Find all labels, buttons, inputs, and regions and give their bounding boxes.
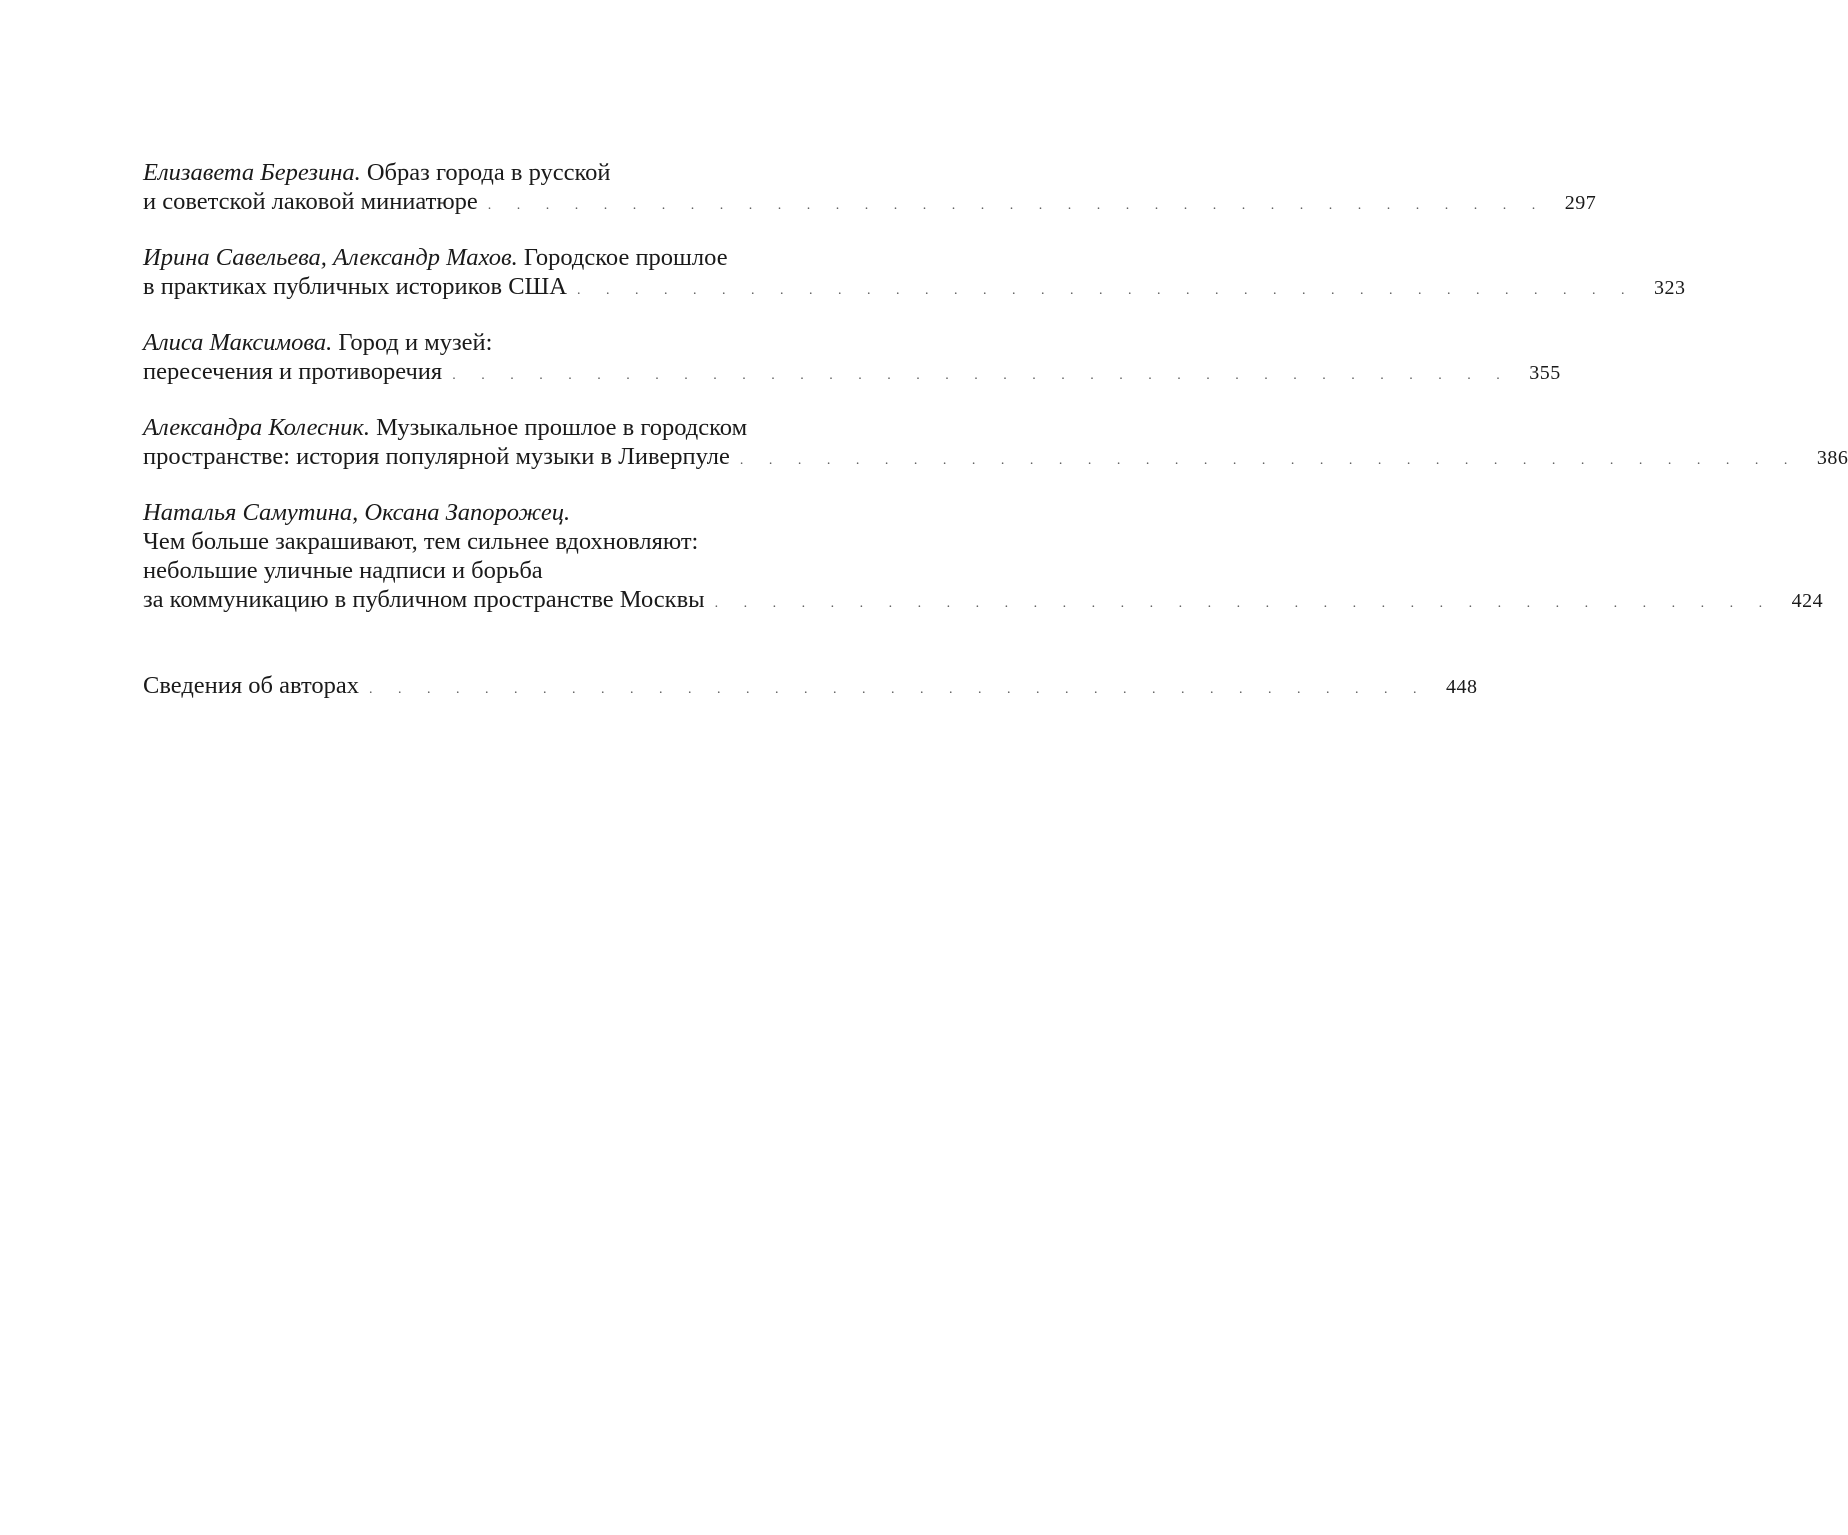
toc-entry-last-line [143, 442, 1848, 475]
table-of-contents [143, 158, 1848, 727]
toc-entry-page-number: 297 [1564, 192, 1597, 214]
toc-entry-title: Образ города в русской [360, 159, 611, 186]
toc-entry-first-line [143, 328, 900, 357]
toc-entry-page-number: 386 [1816, 447, 1848, 469]
toc-entry-page-number: 448 [1445, 676, 1478, 698]
toc-entry [143, 243, 1686, 305]
toc-entry-title: Город и музей: [332, 329, 493, 356]
dot-leader: . . . . . . . . . . . . . . . . . . . . . . . . . . . . . . . . . . . . . [487, 198, 1547, 213]
toc-entry-first-line [143, 413, 900, 442]
dot-leader: . . . . . . . . . . . . . . . . . . . . . . . . . . . . . . . . . . . . . [739, 453, 1799, 468]
toc-entry-title: Музыкальное прошлое в городском [370, 414, 748, 441]
toc-entry-last-line [143, 272, 1686, 305]
toc-entry-author: Елизавета Березина. [143, 159, 361, 186]
toc-entry-author: Александра Колесник. [143, 414, 371, 441]
toc-entry-author: Алиса Максимова. [143, 329, 333, 356]
toc-entry-title: Чем больше закрашивают, тем сильнее вдохновляют: [143, 528, 699, 555]
toc-entry-authors-info [143, 671, 1478, 704]
toc-entry-title: небольшие уличные надписи и борьба [143, 557, 543, 584]
toc-entry [143, 498, 1824, 618]
toc-entry-page-number: 355 [1529, 362, 1561, 384]
toc-entry-title: Городское прошлое [517, 244, 728, 271]
toc-entry-last-line [143, 671, 1478, 704]
toc-entry-last-line [143, 357, 1561, 390]
dot-leader: . . . . . . . . . . . . . . . . . . . . . . . . . . . . . . . . . . . . . [576, 283, 1636, 298]
dot-leader: . . . . . . . . . . . . . . . . . . . . . . . . . . . . . . . . . . . . . [368, 682, 1428, 697]
toc-entry-author: Наталья Самутина, Оксана Запорожец. [143, 499, 571, 526]
toc-entry-first-line [143, 243, 900, 272]
toc-entry [143, 158, 1597, 220]
toc-entry-first-line [143, 158, 900, 187]
toc-entry-page-number: 323 [1653, 277, 1686, 299]
toc-entry-last-line [143, 187, 1597, 220]
toc-entry-title-end: пересечения и противоречия [143, 358, 443, 385]
dot-leader: . . . . . . . . . . . . . . . . . . . . . . . . . . . . . . . . . . . . . [452, 368, 1511, 383]
toc-entry-title-end: за коммуникацию в публичном пространстве Москвы [143, 586, 705, 613]
toc-entry-last-line [143, 585, 1824, 618]
toc-entry-title-end: пространстве: история популярной музыки в Ливерпуле [143, 443, 730, 470]
toc-entry [143, 413, 1848, 475]
toc-entry [143, 328, 1561, 390]
toc-entry-title-end: в практиках публичных историков США [143, 273, 567, 300]
toc-entry-page-number: 424 [1791, 590, 1824, 612]
toc-entry-title: Сведения об авторах [143, 672, 359, 699]
toc-entry-author: Ирина Савельева, Александр Махов. [143, 244, 518, 271]
dot-leader: . . . . . . . . . . . . . . . . . . . . . . . . . . . . . . . . . . . . . [714, 596, 1774, 611]
toc-entry-title-end: и советской лаковой миниатюре [143, 188, 478, 215]
